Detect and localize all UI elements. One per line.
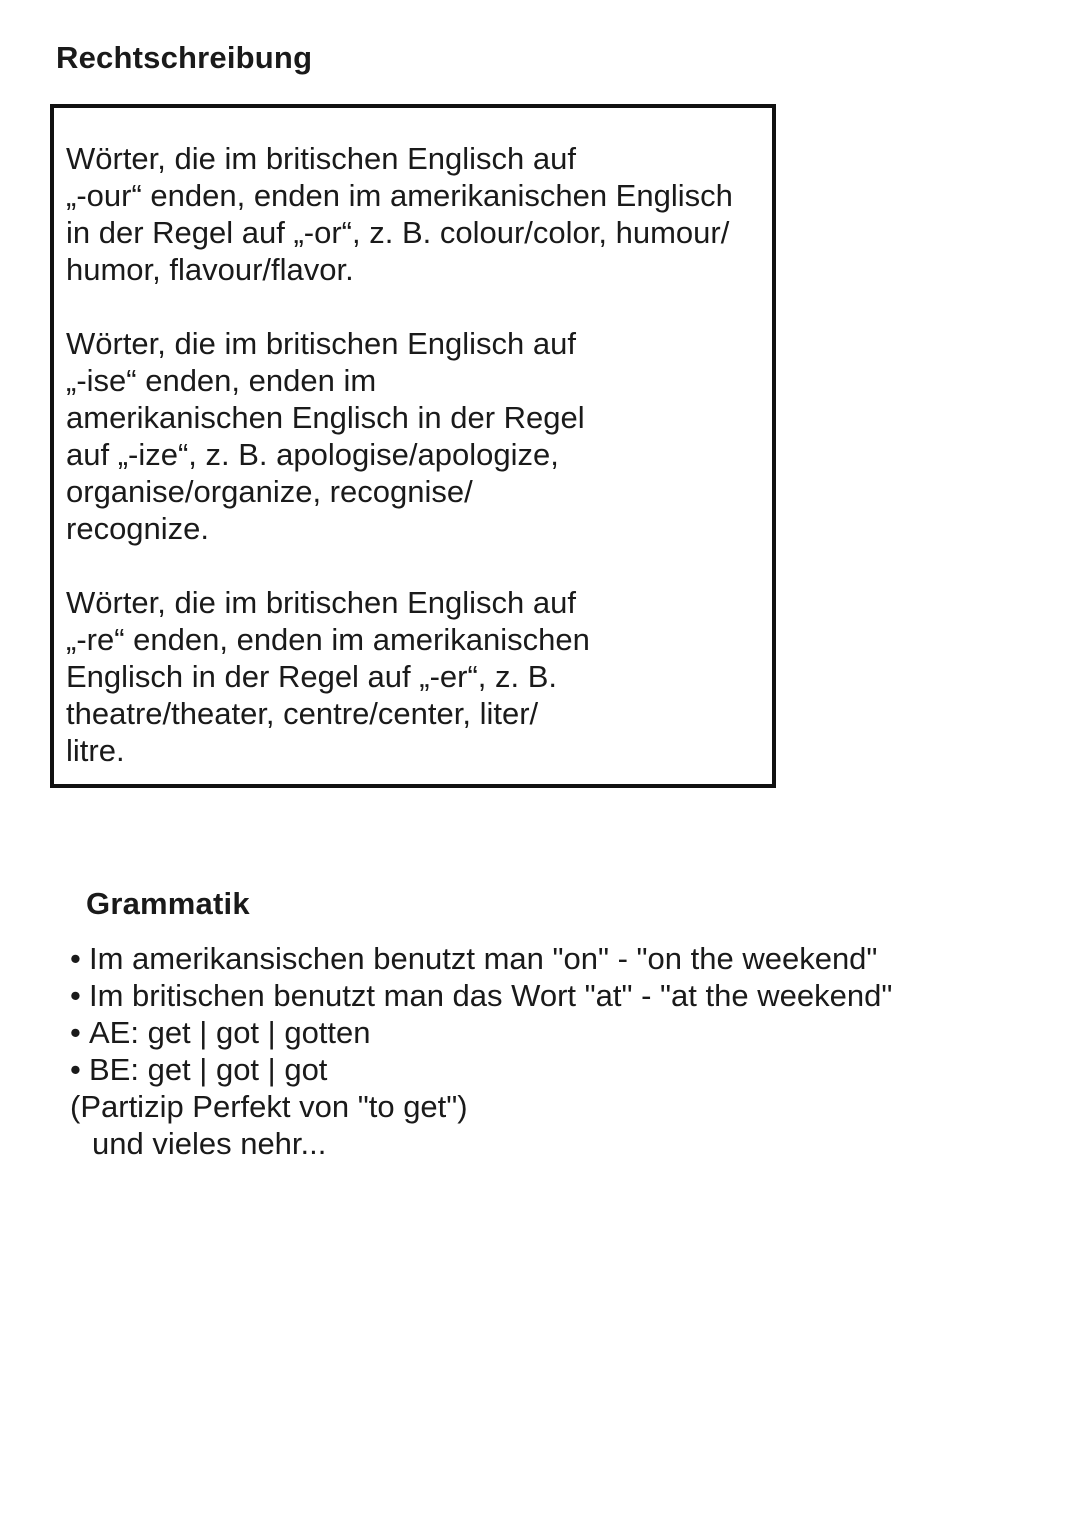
bullet-icon: • (70, 1052, 81, 1087)
grammar-item-text: Im amerikansischen benutzt man "on" - "on the weekend" (89, 941, 878, 976)
grammar-item-text: BE: get | got | got (89, 1052, 328, 1087)
grammar-heading: Grammatik (86, 886, 250, 921)
rule-our-or-paragraph: Wörter, die im britischen Englisch auf „-our“ enden, enden im amerikanischen Englisch in der Regel auf „-or“, z. B. colour/color, humour/ humor, flavour/flavor. (66, 141, 733, 287)
rule-ise-ize-paragraph: Wörter, die im britischen Englisch auf „-ise“ enden, enden im amerikanischen Englisch in der Regel auf „-ize“, z. B. apologise/apologize, organise/organize, recognise/ recognize. (66, 326, 585, 546)
grammar-item-text: Im britischen benutzt man das Wort "at" - "at the weekend" (89, 978, 893, 1013)
spelling-heading: Rechtschreibung (56, 40, 313, 75)
grammar-note: (Partizip Perfekt von "to get") (70, 1089, 468, 1124)
list-item (70, 940, 892, 977)
bullet-icon: • (70, 978, 81, 1013)
bullet-icon: • (70, 1015, 81, 1050)
grammar-list (70, 940, 892, 1088)
grammar-item-text: AE: get | got | gotten (89, 1015, 371, 1050)
list-item (70, 977, 892, 1014)
rule-re-er-paragraph: Wörter, die im britischen Englisch auf „-re“ enden, enden im amerikanischen Englisch in der Regel auf „-er“, z. B. theatre/theater, centre/center, liter/ litre. (66, 585, 590, 768)
bullet-icon: • (70, 941, 81, 976)
list-item (70, 1051, 892, 1088)
list-item (70, 1014, 892, 1051)
spelling-rules-box (50, 104, 776, 788)
closing-text: und vieles nehr... (92, 1126, 327, 1161)
